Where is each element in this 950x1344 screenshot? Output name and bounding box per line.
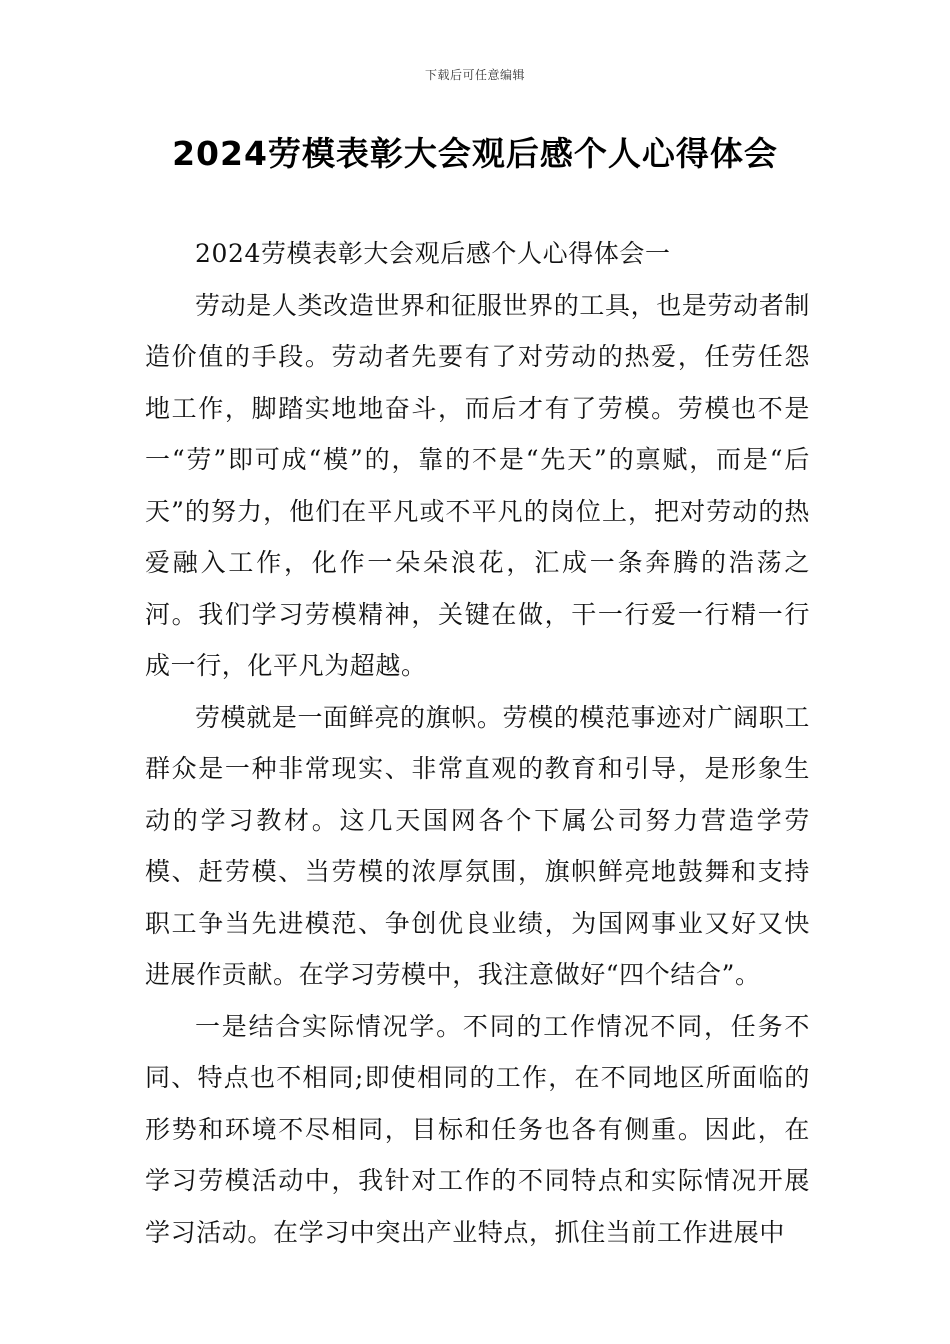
paragraph-2: 劳模就是一面鲜亮的旗帜。劳模的模范事迹对广阔职工群众是一种非常现实、非常直观的教育和引导，是形象生动的学习教材。这几天国网各个下属公司努力营造学劳模、赶劳模、当劳模的浓厚氛围，旗帜鲜亮地鼓舞和支持职工争当先进模范、争创优良业绩，为国网事业又好又快进展作贡献。在学习劳模中，我注意做好“四个结合”。 [145,702,810,989]
document-body [145,228,810,1258]
paragraph-1: 劳动是人类改造世界和征服世界的工具，也是劳动者制造价值的手段。劳动者先要有了对劳动的热爱，任劳任怨地工作，脚踏实地地奋斗，而后才有了劳模。劳模也不是一“劳”即可成“模”的，靠的不是“先天”的禀赋，而是“后天”的努力，他们在平凡或不平凡的岗位上，把对劳动的热爱融入工作，化作一朵朵浪花，汇成一条奔腾的浩荡之河。我们学习劳模精神，关键在做，干一行爱一行精一行成一行，化平凡为超越。 [145,290,810,680]
header-note: 下载后可任意编辑 [424,68,525,82]
document-title: 2024劳模表彰大会观后感个人心得体会 [172,134,778,173]
section-subtitle: 2024劳模表彰大会观后感个人心得体会一 [195,239,671,268]
paragraph-3: 一是结合实际情况学。不同的工作情况不同，任务不同、特点也不相同;即使相同的工作，在不同地区所面临的形势和环境不尽相同，目标和任务也各有侧重。因此，在学习劳模活动中，我针对工作的不同特点和实际情况开展学习活动。在学习中突出产业特点，抓住当前工作进展中 [145,1011,810,1247]
